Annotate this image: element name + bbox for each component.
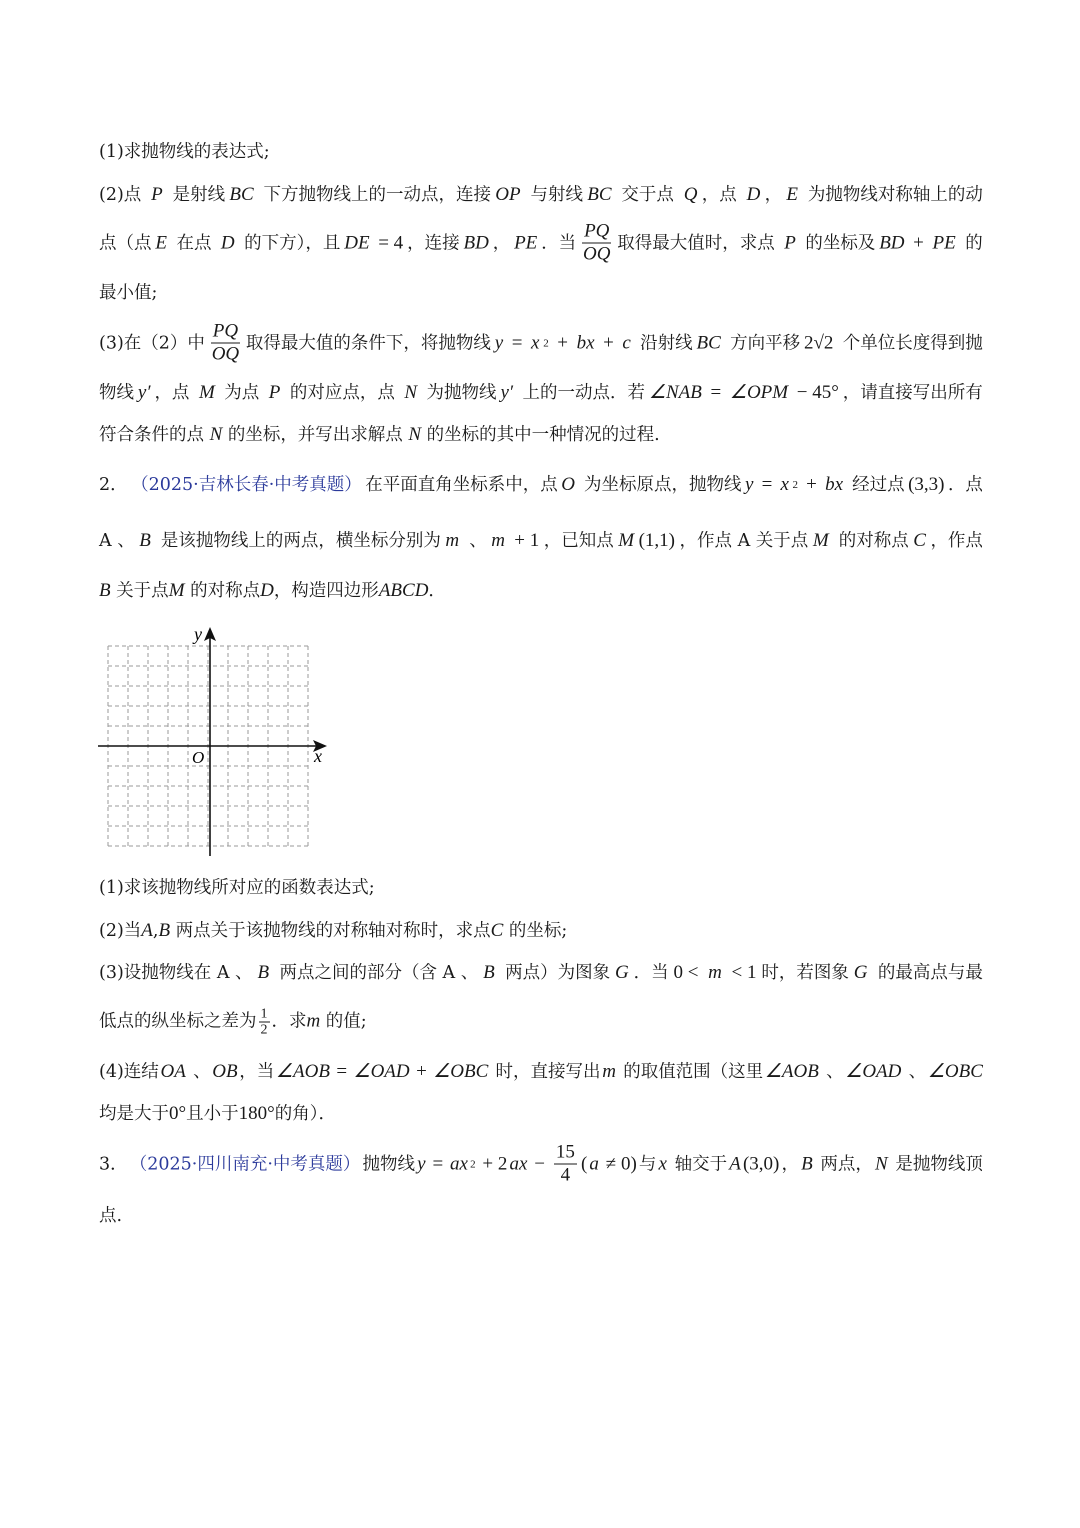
- text-line: [99, 321, 983, 366]
- math-expression: (1,1): [638, 530, 676, 551]
- fraction-denominator: 4: [560, 1164, 571, 1186]
- math-variable: m: [602, 1061, 616, 1082]
- math-variable: N: [209, 424, 223, 445]
- math-expression: +: [552, 332, 573, 353]
- fraction: [259, 1007, 270, 1038]
- math-variable: y: [417, 1153, 426, 1174]
- text-run: 时，若图象: [761, 963, 849, 983]
- text-run: 交于点: [615, 185, 680, 205]
- text-line: [99, 1204, 122, 1228]
- text-run: 关于点: [110, 581, 169, 601]
- math-variable: x: [530, 332, 540, 353]
- text-run: 最小值;: [99, 283, 158, 303]
- x-axis-label: x: [314, 746, 322, 766]
- text-line: [99, 423, 660, 447]
- text-run: ，点: [154, 383, 196, 403]
- math-expression: −: [529, 1153, 550, 1174]
- text-run: ，作点: [930, 531, 983, 551]
- math-variable: OB: [212, 1061, 238, 1082]
- text-run: 沿射线: [634, 333, 693, 353]
- math-variable: G: [615, 962, 629, 983]
- text-run: 、: [187, 1062, 211, 1082]
- text-run: 低点的纵坐标之差为: [99, 1011, 257, 1032]
- text-line: [99, 579, 446, 603]
- source-tag: （2025·吉林长春·中考真题）: [131, 475, 362, 495]
- text-run: 个单位长度得到抛: [837, 333, 983, 353]
- text-line: [99, 919, 567, 943]
- math-variable: N: [404, 382, 418, 403]
- text-run: 是该抛物线上的两点，横坐标分别为: [155, 531, 441, 551]
- text-run: (3)在（2）中: [99, 333, 205, 353]
- text-line: [99, 876, 375, 900]
- text-run: 的对称点: [833, 531, 909, 551]
- math-variable: x: [780, 474, 789, 495]
- math-variable: M: [198, 382, 215, 403]
- text-run: (2)点: [99, 185, 147, 205]
- text-run: 符合条件的点: [99, 425, 210, 445]
- math-variable: m: [708, 962, 722, 983]
- text-run: 的最高点与最: [872, 963, 983, 983]
- text-run: (4)连结: [99, 1062, 159, 1082]
- math-variable: c: [622, 332, 631, 353]
- fraction: [582, 221, 611, 266]
- text-run: 轴交于: [669, 1154, 728, 1174]
- text-line: [99, 1060, 983, 1084]
- math-variable: P: [784, 232, 796, 253]
- math-expression: +: [801, 474, 822, 495]
- math-expression: < 1: [726, 962, 757, 983]
- text-line: [99, 281, 157, 305]
- math-variable: D: [220, 232, 235, 253]
- text-run: 2．: [99, 475, 128, 495]
- text-run: 的取值范围（这里: [617, 1062, 764, 1082]
- math-variable: bx: [576, 332, 595, 353]
- math-variable: y′: [500, 382, 514, 403]
- math-variable: P: [151, 184, 163, 205]
- fraction-denominator: OQ: [211, 343, 240, 365]
- math-variable: m: [306, 1010, 321, 1032]
- text-line: [99, 221, 983, 266]
- math-variable: C: [490, 920, 504, 941]
- math-variable: OA: [160, 1061, 186, 1082]
- text-run: (1)求抛物线的表达式;: [99, 142, 270, 162]
- text-run: ，: [764, 185, 783, 205]
- math-variable: D: [260, 580, 274, 601]
- text-run: 的坐标，并写出求解点: [222, 425, 409, 445]
- fraction-numerator: PQ: [212, 320, 239, 342]
- math-expression: +: [908, 232, 929, 253]
- superscript: 2: [543, 337, 549, 349]
- text-run: 、: [820, 1062, 844, 1082]
- math-variable: BD: [463, 232, 489, 253]
- math-expression: ≠ 0): [601, 1153, 637, 1174]
- math-expression: 0 <: [673, 962, 704, 983]
- text-run: ,: [152, 921, 159, 941]
- text-run: ．求: [271, 1011, 307, 1032]
- math-variable: ax: [509, 1153, 528, 1174]
- fraction-numerator: 15: [555, 1141, 575, 1163]
- text-run: ，作点 A 关于点: [679, 531, 809, 551]
- text-run: 点.: [99, 1206, 123, 1226]
- superscript: 2: [470, 1158, 476, 1170]
- text-run: ，构造四边形: [273, 581, 379, 601]
- math-variable: y′: [137, 382, 151, 403]
- fraction: [554, 1142, 577, 1187]
- math-expression: 2√2: [803, 332, 834, 353]
- math-variable: B: [99, 580, 111, 601]
- text-run: 是射线: [167, 185, 226, 205]
- text-run: 的下方），且: [238, 233, 341, 253]
- math-variable: OP: [495, 184, 521, 205]
- text-run: 是抛物线顶: [889, 1154, 983, 1174]
- text-run: 为坐标原点，抛物线: [578, 475, 742, 495]
- math-variable: M: [812, 530, 829, 551]
- text-line: [99, 140, 270, 164]
- text-run: 的坐标的其中一种情况的过程.: [421, 425, 660, 445]
- math-variable: a: [589, 1153, 599, 1174]
- math-expression: =: [705, 382, 726, 403]
- superscript: 2: [792, 479, 798, 491]
- math-expression: =: [506, 332, 528, 353]
- math-variable: G: [853, 962, 868, 983]
- source-tag: （2025·四川南充·中考真题）: [129, 1154, 361, 1174]
- math-variable: B: [801, 1153, 813, 1174]
- math-variable: ∠NAB: [648, 382, 702, 403]
- math-variable: B: [483, 962, 495, 983]
- math-variable: ∠OBC: [927, 1061, 983, 1082]
- text-line: [99, 381, 983, 405]
- math-variable: E: [786, 184, 799, 205]
- math-variable: A: [141, 920, 153, 941]
- math-variable: P: [268, 382, 281, 403]
- text-run: 与: [638, 1154, 657, 1174]
- math-variable: ax: [450, 1153, 468, 1174]
- text-run: ．当: [633, 963, 669, 983]
- text-run: 且小于: [186, 1104, 239, 1124]
- fraction-numerator: PQ: [584, 220, 610, 242]
- text-run: 的角）．: [274, 1104, 336, 1124]
- fraction-denominator: OQ: [583, 243, 611, 265]
- math-variable: m: [445, 530, 460, 551]
- math-variable: x: [658, 1153, 667, 1174]
- math-expression: +: [598, 332, 619, 353]
- text-run: 经过点: [846, 475, 905, 495]
- text-run: 两点）为图象: [499, 963, 611, 983]
- text-line: [99, 1102, 336, 1126]
- text-run: 为抛物线: [420, 383, 497, 403]
- math-expression: =: [427, 1153, 448, 1174]
- text-run: 的: [959, 233, 983, 253]
- math-variable: DE: [344, 232, 370, 253]
- text-run: 、: [903, 1062, 927, 1082]
- math-expression: (3,0): [742, 1153, 780, 1174]
- math-variable: A: [729, 1153, 741, 1174]
- math-variable: D: [746, 184, 761, 205]
- text-run: ．当: [541, 233, 577, 253]
- math-expression: =: [331, 1061, 352, 1082]
- math-variable: C: [913, 530, 926, 551]
- math-variable: B: [158, 920, 171, 941]
- text-run: 上的一动点．若: [516, 383, 646, 403]
- text-run: ，: [492, 233, 511, 253]
- math-expression: + 2: [477, 1153, 508, 1174]
- math-variable: M: [168, 580, 185, 601]
- text-run: 下方抛物线上的一动点，连接: [257, 185, 492, 205]
- math-variable: O: [561, 474, 575, 495]
- text-run: 3．: [99, 1154, 128, 1174]
- text-run: 的对应点，点: [284, 383, 401, 403]
- text-run: 两点关于该抛物线的对称轴对称时，求点: [170, 921, 491, 941]
- text-run: ，当: [239, 1062, 275, 1082]
- origin-label: O: [192, 748, 205, 767]
- math-variable: ∠AOB: [275, 1061, 330, 1082]
- math-variable: m: [491, 530, 505, 551]
- math-variable: BC: [229, 184, 254, 205]
- math-variable: ∠OAD: [845, 1061, 902, 1082]
- text-run: 、: [463, 531, 487, 551]
- math-expression: + 1: [509, 530, 540, 551]
- math-variable: N: [875, 1153, 888, 1174]
- text-run: ，请直接写出所有: [842, 383, 983, 403]
- text-run: 与射线: [524, 185, 583, 205]
- text-run: 为抛物线对称轴上的动: [802, 185, 983, 205]
- text-line: [99, 473, 983, 497]
- text-run: ，已知点: [543, 531, 614, 551]
- math-variable: BD: [879, 232, 905, 253]
- text-run: 均是大于: [99, 1104, 169, 1124]
- text-run: (2)当: [99, 921, 142, 941]
- text-run: 抛物线: [362, 1154, 416, 1174]
- math-expression: = 4: [373, 232, 404, 253]
- math-variable: ∠OAD: [353, 1061, 410, 1082]
- math-variable: B: [257, 962, 270, 983]
- math-variable: PE: [514, 232, 538, 253]
- math-variable: ∠OBC: [433, 1061, 489, 1082]
- math-variable: N: [408, 424, 422, 445]
- text-run: 两点之间的部分（含 A 、: [273, 963, 479, 983]
- math-expression: =: [756, 474, 778, 495]
- text-run: ．点: [947, 475, 983, 495]
- math-variable: ∠AOB: [764, 1061, 819, 1082]
- math-expression: 0°: [169, 1103, 187, 1124]
- math-variable: PE: [932, 232, 956, 253]
- fraction: [211, 321, 240, 366]
- math-expression: − 45°: [792, 382, 839, 403]
- text-run: 的坐标及: [799, 233, 876, 253]
- text-run: 点（点: [99, 233, 152, 253]
- text-line: [99, 1142, 983, 1187]
- math-variable: Q: [683, 184, 698, 205]
- math-variable: BC: [696, 332, 721, 353]
- text-run: (1)求该抛物线所对应的函数表达式;: [99, 878, 375, 898]
- text-line: [99, 961, 983, 985]
- text-line: [99, 529, 983, 553]
- text-run: A 、: [99, 531, 135, 551]
- text-run: 时，直接写出: [489, 1062, 601, 1082]
- text-run: ．: [428, 581, 446, 601]
- fraction-numerator: 1: [260, 1006, 268, 1022]
- math-variable: bx: [825, 474, 844, 495]
- text-run: 取得最大值时，求点: [617, 233, 781, 253]
- text-run: 为点: [218, 383, 265, 403]
- math-expression: (: [580, 1153, 588, 1174]
- fraction-denominator: 2: [260, 1022, 268, 1038]
- math-expression: 180°: [238, 1103, 275, 1124]
- math-variable: y: [494, 332, 504, 353]
- math-variable: E: [155, 232, 167, 253]
- text-run: 物线: [99, 383, 134, 403]
- text-run: 的坐标;: [503, 921, 568, 941]
- y-axis-label: y: [194, 624, 202, 644]
- math-variable: BC: [587, 184, 612, 205]
- text-line: [99, 1007, 367, 1038]
- math-variable: M: [618, 530, 635, 551]
- text-run: 取得最大值的条件下，将抛物线: [245, 333, 491, 353]
- math-expression: (3,3): [908, 474, 945, 495]
- text-run: 在平面直角坐标系中，点: [365, 475, 558, 495]
- text-run: 两点，: [814, 1154, 873, 1174]
- coordinate-grid-figure: [95, 624, 335, 860]
- math-variable: ∠OPM: [729, 382, 789, 403]
- text-run: ，: [781, 1154, 799, 1174]
- text-line: [99, 183, 983, 207]
- math-variable: ABCD: [378, 580, 429, 601]
- math-variable: y: [744, 474, 754, 495]
- text-run: 的值;: [320, 1011, 367, 1032]
- text-run: 方向平移: [724, 333, 801, 353]
- math-variable: B: [139, 530, 151, 551]
- text-run: 的对称点: [184, 581, 261, 601]
- text-run: 在点: [170, 233, 218, 253]
- text-run: ，连接: [407, 233, 460, 253]
- math-expression: +: [411, 1061, 432, 1082]
- text-run: (3)设抛物线在 A 、: [99, 963, 253, 983]
- text-run: ，点: [701, 185, 743, 205]
